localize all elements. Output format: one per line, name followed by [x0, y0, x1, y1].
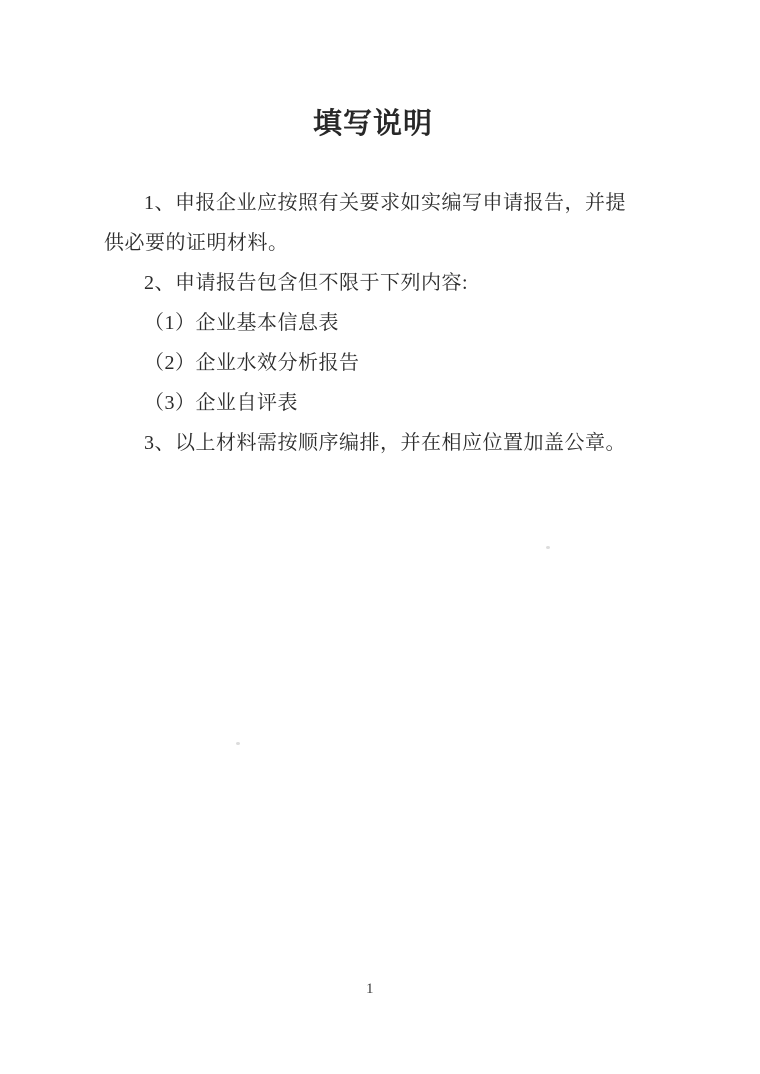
paragraph-line-1: 1、申报企业应按照有关要求如实编写申请报告，并提: [144, 192, 626, 214]
scan-speck: [546, 546, 550, 549]
paragraph-line-3: 2、申请报告包含但不限于下列内容:: [144, 272, 469, 294]
list-item-3: （3）企业自评表: [144, 392, 298, 414]
list-item-1: （1）企业基本信息表: [144, 312, 339, 334]
document-body: [104, 183, 664, 463]
list-item-2: （2）企业水效分析报告: [144, 352, 360, 374]
page-number: 1: [366, 981, 374, 997]
paragraph-line-2: 供必要的证明材料。: [104, 232, 289, 254]
document-title: 填写说明: [312, 108, 433, 140]
paragraph-line-4: 3、以上材料需按顺序编排，并在相应位置加盖公章。: [144, 432, 626, 454]
scan-speck: [236, 742, 240, 745]
